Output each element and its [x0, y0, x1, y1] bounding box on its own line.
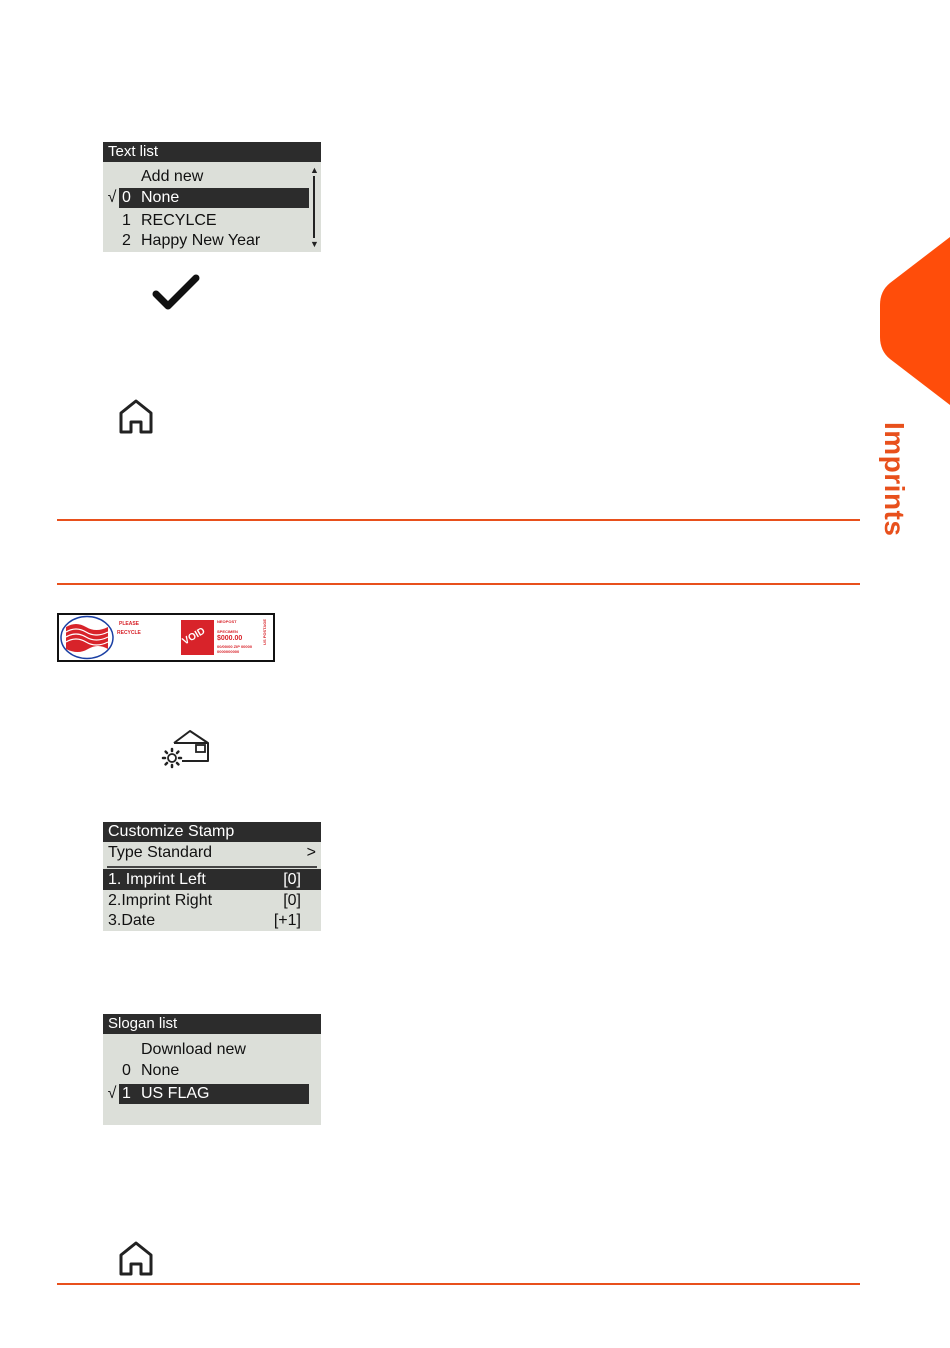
- chapter-tab-shape: [880, 237, 950, 407]
- scroll-up-icon: ▲: [310, 165, 319, 175]
- slogan-list-title: Slogan list: [103, 1014, 321, 1034]
- envelope-gear-icon[interactable]: [160, 727, 212, 769]
- stamp-slogan-bottom: RECYCLE: [117, 630, 141, 636]
- selected-check-icon: √: [107, 189, 117, 206]
- section-rule-bottom: [57, 1283, 860, 1285]
- section-rule-top: [57, 519, 860, 521]
- divider: [107, 866, 317, 868]
- stamp-imprint-sample: [57, 613, 275, 662]
- section-rule-middle: [57, 583, 860, 585]
- slogan-list-screen: [103, 1014, 321, 1125]
- us-flag-slogan-image: [60, 615, 114, 660]
- text-list-item-add-new[interactable]: Add new: [141, 168, 204, 185]
- text-list-item-recycle[interactable]: 1 RECYLCE: [122, 212, 217, 229]
- stamp-amount: $000.00: [217, 635, 243, 642]
- stamp-side-text: US POSTAGE: [262, 619, 267, 645]
- slogan-list-item-us-flag[interactable]: √ 1 US FLAG: [103, 1084, 321, 1104]
- slogan-list-item-none[interactable]: 0 None: [122, 1062, 180, 1079]
- slogan-list-item-download-new[interactable]: Download new: [141, 1041, 246, 1058]
- chevron-right-icon: >: [306, 844, 316, 861]
- text-list-screen: [103, 142, 321, 252]
- stamp-slogan-top: PLEASE: [119, 621, 140, 627]
- type-standard-label: Type Standard: [108, 844, 213, 861]
- date-row[interactable]: 3.Date [+1]: [108, 912, 301, 929]
- stamp-void-text: VOID: [180, 625, 208, 648]
- scrollbar[interactable]: [310, 166, 318, 248]
- stamp-line-1: NEOPOST: [217, 619, 237, 624]
- stamp-line-5: 0000000000: [217, 649, 240, 654]
- imprint-right-row[interactable]: 2.Imprint Right [0]: [108, 892, 301, 909]
- checkmark-icon[interactable]: [150, 270, 204, 314]
- home-icon[interactable]: [117, 1240, 155, 1276]
- customize-stamp-screen: [103, 822, 321, 931]
- stamp-line-2: SPECIMEN: [217, 629, 238, 634]
- stamp-line-4: 00/00/00 ZIP 00000: [217, 644, 253, 649]
- chapter-tab-label: Imprints: [879, 422, 910, 537]
- type-standard-row[interactable]: [103, 842, 321, 863]
- selected-check-icon: √: [107, 1085, 117, 1102]
- scroll-down-icon: ▼: [310, 239, 319, 249]
- text-list-item-happy-new-year[interactable]: 2 Happy New Year: [122, 232, 261, 249]
- text-list-item-none[interactable]: √ 0 None: [103, 188, 321, 208]
- imprint-left-row[interactable]: 1. Imprint Left [0]: [103, 869, 321, 890]
- home-icon[interactable]: [117, 398, 155, 434]
- customize-stamp-title: Customize Stamp: [103, 822, 321, 842]
- text-list-title: Text list: [103, 142, 321, 162]
